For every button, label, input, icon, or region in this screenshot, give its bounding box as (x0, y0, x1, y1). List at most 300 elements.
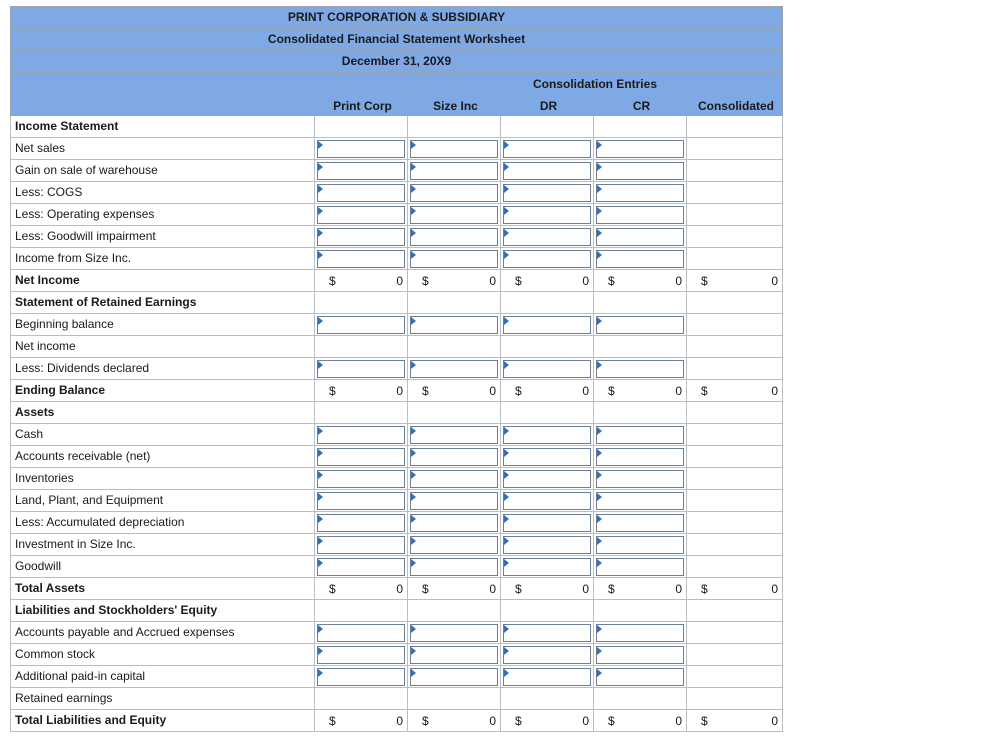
table-row (10, 226, 783, 248)
table-row (10, 138, 783, 160)
amount-input[interactable] (503, 426, 591, 444)
row-label: Less: Dividends declared (10, 358, 315, 380)
amount-input[interactable] (410, 536, 498, 554)
cell-size-inc (408, 512, 501, 534)
cell-print-corp (315, 336, 408, 358)
amount-input[interactable] (410, 184, 498, 202)
cell-size-inc (408, 292, 501, 314)
amount-input[interactable] (317, 184, 405, 202)
cell-print-corp (315, 446, 408, 468)
cell-cr (594, 226, 687, 248)
amount-input[interactable] (596, 228, 684, 246)
worksheet-title: Consolidated Financial Statement Worksheet (10, 28, 783, 50)
table-row (10, 424, 783, 446)
amount-input[interactable] (410, 206, 498, 224)
row-label: Ending Balance (10, 380, 315, 402)
amount-input[interactable] (503, 228, 591, 246)
amount-input[interactable] (317, 448, 405, 466)
cell-cr (594, 710, 687, 732)
total-value: 0 (582, 384, 589, 398)
cell-print-corp (315, 578, 408, 600)
table-row (10, 248, 783, 270)
cell-cr (594, 248, 687, 270)
amount-input[interactable] (503, 470, 591, 488)
cell-cr (594, 160, 687, 182)
total-value: 0 (396, 582, 403, 596)
cell-size-inc (408, 116, 501, 138)
table-row (10, 160, 783, 182)
cell-cr (594, 358, 687, 380)
cell-dr (501, 490, 594, 512)
cell-cr (594, 336, 687, 358)
cell-size-inc (408, 336, 501, 358)
cell-dr (501, 578, 594, 600)
row-label: Statement of Retained Earnings (10, 292, 315, 314)
cell-cr (594, 644, 687, 666)
amount-input[interactable] (596, 448, 684, 466)
amount-input[interactable] (317, 360, 405, 378)
cell-size-inc (408, 688, 501, 710)
cell-cr (594, 556, 687, 578)
amount-input[interactable] (503, 646, 591, 664)
amount-input[interactable] (596, 426, 684, 444)
amount-input[interactable] (503, 448, 591, 466)
amount-input[interactable] (596, 162, 684, 180)
total-value: 0 (771, 274, 778, 288)
total-value: 0 (771, 582, 778, 596)
table-row (10, 512, 783, 534)
cell-dr (501, 116, 594, 138)
row-label: Net Income (10, 270, 315, 292)
cell-size-inc (408, 600, 501, 622)
cell-consolidated (687, 578, 783, 600)
cell-cr (594, 292, 687, 314)
currency-symbol: $ (329, 274, 336, 288)
table-row (10, 710, 783, 732)
amount-input[interactable] (503, 360, 591, 378)
cell-consolidated (687, 226, 783, 248)
amount-input[interactable] (596, 624, 684, 642)
currency-symbol: $ (422, 274, 429, 288)
table-row (10, 402, 783, 424)
amount-input[interactable] (596, 492, 684, 510)
cell-consolidated (687, 204, 783, 226)
row-label: Inventories (10, 468, 315, 490)
table-row (10, 446, 783, 468)
cell-consolidated (687, 248, 783, 270)
row-label: Investment in Size Inc. (10, 534, 315, 556)
total-value: 0 (396, 384, 403, 398)
row-label: Total Assets (10, 578, 315, 600)
cell-size-inc (408, 160, 501, 182)
amount-input[interactable] (596, 536, 684, 554)
amount-input[interactable] (410, 426, 498, 444)
currency-symbol: $ (515, 582, 522, 596)
cell-dr (501, 314, 594, 336)
cell-dr (501, 622, 594, 644)
cell-print-corp (315, 424, 408, 446)
cell-dr (501, 182, 594, 204)
cell-size-inc (408, 556, 501, 578)
total-value: 0 (396, 714, 403, 728)
col-size-inc: Size Inc (433, 99, 478, 113)
amount-input[interactable] (596, 360, 684, 378)
cell-size-inc (408, 622, 501, 644)
cell-print-corp (315, 314, 408, 336)
amount-input[interactable] (317, 140, 405, 158)
cell-size-inc (408, 490, 501, 512)
table-row (10, 270, 783, 292)
table-row (10, 578, 783, 600)
amount-input[interactable] (596, 316, 684, 334)
cell-dr (501, 204, 594, 226)
currency-symbol: $ (701, 274, 708, 288)
total-value: 0 (675, 274, 682, 288)
cell-dr (501, 336, 594, 358)
cell-cr (594, 534, 687, 556)
total-value: 0 (771, 714, 778, 728)
amount-input[interactable] (317, 162, 405, 180)
cell-dr (501, 534, 594, 556)
total-value: 0 (489, 582, 496, 596)
cell-size-inc (408, 358, 501, 380)
row-label: Accounts receivable (net) (10, 446, 315, 468)
cell-size-inc (408, 534, 501, 556)
amount-input[interactable] (503, 206, 591, 224)
cell-print-corp (315, 644, 408, 666)
cell-cr (594, 600, 687, 622)
cell-print-corp (315, 182, 408, 204)
company-name: PRINT CORPORATION & SUBSIDIARY (10, 6, 783, 28)
amount-input[interactable] (503, 558, 591, 576)
currency-symbol: $ (515, 714, 522, 728)
row-label: Net income (10, 336, 315, 358)
cell-consolidated (687, 644, 783, 666)
currency-symbol: $ (329, 384, 336, 398)
cell-dr (501, 710, 594, 732)
row-label: Cash (10, 424, 315, 446)
amount-input[interactable] (317, 624, 405, 642)
row-label: Beginning balance (10, 314, 315, 336)
table-row (10, 336, 783, 358)
cell-size-inc (408, 226, 501, 248)
row-label: Goodwill (10, 556, 315, 578)
cell-size-inc (408, 402, 501, 424)
amount-input[interactable] (410, 228, 498, 246)
total-value: 0 (771, 384, 778, 398)
row-label: Gain on sale of warehouse (10, 160, 315, 182)
cell-cr (594, 270, 687, 292)
worksheet-date: December 31, 20X9 (10, 50, 783, 72)
row-label: Assets (10, 402, 315, 424)
cell-dr (501, 160, 594, 182)
amount-input[interactable] (410, 514, 498, 532)
total-value: 0 (489, 714, 496, 728)
cell-consolidated (687, 402, 783, 424)
amount-input[interactable] (317, 316, 405, 334)
amount-input[interactable] (410, 492, 498, 510)
cell-size-inc (408, 710, 501, 732)
amount-input[interactable] (503, 668, 591, 686)
amount-input[interactable] (410, 470, 498, 488)
cell-dr (501, 600, 594, 622)
row-label: Accounts payable and Accrued expenses (10, 622, 315, 644)
amount-input[interactable] (596, 470, 684, 488)
cell-cr (594, 204, 687, 226)
total-value: 0 (675, 714, 682, 728)
currency-symbol: $ (329, 714, 336, 728)
cell-size-inc (408, 578, 501, 600)
cell-dr (501, 248, 594, 270)
amount-input[interactable] (317, 536, 405, 554)
cell-cr (594, 512, 687, 534)
worksheet (10, 6, 783, 734)
cell-size-inc (408, 468, 501, 490)
cell-consolidated (687, 160, 783, 182)
amount-input[interactable] (410, 624, 498, 642)
amount-input[interactable] (317, 228, 405, 246)
cell-consolidated (687, 490, 783, 512)
currency-symbol: $ (701, 582, 708, 596)
row-label: Liabilities and Stockholders' Equity (10, 600, 315, 622)
amount-input[interactable] (503, 492, 591, 510)
cell-dr (501, 424, 594, 446)
cell-consolidated (687, 380, 783, 402)
amount-input[interactable] (317, 514, 405, 532)
amount-input[interactable] (317, 426, 405, 444)
cell-cr (594, 688, 687, 710)
row-label: Less: Goodwill impairment (10, 226, 315, 248)
cell-consolidated (687, 688, 783, 710)
table-row (10, 600, 783, 622)
amount-input[interactable] (503, 162, 591, 180)
cell-dr (501, 446, 594, 468)
total-value: 0 (582, 714, 589, 728)
cell-consolidated (687, 512, 783, 534)
currency-symbol: $ (422, 714, 429, 728)
cell-cr (594, 424, 687, 446)
row-label: Retained earnings (10, 688, 315, 710)
cell-consolidated (687, 710, 783, 732)
table-row (10, 204, 783, 226)
cell-print-corp (315, 138, 408, 160)
cell-size-inc (408, 182, 501, 204)
total-value: 0 (582, 274, 589, 288)
cell-consolidated (687, 182, 783, 204)
cell-print-corp (315, 358, 408, 380)
cell-print-corp (315, 556, 408, 578)
cell-consolidated (687, 622, 783, 644)
cell-cr (594, 490, 687, 512)
amount-input[interactable] (503, 514, 591, 532)
cell-cr (594, 446, 687, 468)
cell-cr (594, 182, 687, 204)
amount-input[interactable] (596, 140, 684, 158)
cell-print-corp (315, 270, 408, 292)
cell-consolidated (687, 358, 783, 380)
row-label: Income from Size Inc. (10, 248, 315, 270)
amount-input[interactable] (317, 470, 405, 488)
amount-input[interactable] (410, 448, 498, 466)
table-row (10, 490, 783, 512)
cell-print-corp (315, 292, 408, 314)
cell-size-inc (408, 666, 501, 688)
row-label: Less: Operating expenses (10, 204, 315, 226)
cell-size-inc (408, 204, 501, 226)
col-cr: CR (632, 99, 651, 113)
cell-dr (501, 292, 594, 314)
currency-symbol: $ (608, 274, 615, 288)
table-row (10, 358, 783, 380)
table-row (10, 688, 783, 710)
amount-input[interactable] (596, 514, 684, 532)
amount-input[interactable] (410, 316, 498, 334)
cell-dr (501, 666, 594, 688)
cell-consolidated (687, 138, 783, 160)
table-row (10, 314, 783, 336)
col-consolidated: Consolidated (697, 99, 774, 113)
amount-input[interactable] (410, 360, 498, 378)
cell-print-corp (315, 600, 408, 622)
table-row (10, 666, 783, 688)
worksheet-rows (10, 116, 783, 732)
col-dr: DR (539, 99, 558, 113)
currency-symbol: $ (422, 582, 429, 596)
amount-input[interactable] (410, 668, 498, 686)
currency-symbol: $ (701, 384, 708, 398)
cell-size-inc (408, 424, 501, 446)
cell-consolidated (687, 314, 783, 336)
table-row (10, 468, 783, 490)
cell-dr (501, 402, 594, 424)
table-row (10, 534, 783, 556)
cell-consolidated (687, 446, 783, 468)
table-row (10, 556, 783, 578)
amount-input[interactable] (410, 646, 498, 664)
amount-input[interactable] (410, 140, 498, 158)
amount-input[interactable] (317, 646, 405, 664)
row-label: Income Statement (10, 116, 315, 138)
cell-cr (594, 622, 687, 644)
cell-print-corp (315, 116, 408, 138)
cell-print-corp (315, 666, 408, 688)
cell-dr (501, 358, 594, 380)
table-row (10, 380, 783, 402)
cell-cr (594, 138, 687, 160)
currency-symbol: $ (422, 384, 429, 398)
cell-print-corp (315, 248, 408, 270)
currency-symbol: $ (515, 384, 522, 398)
currency-symbol: $ (515, 274, 522, 288)
cell-cr (594, 314, 687, 336)
currency-symbol: $ (329, 582, 336, 596)
amount-input[interactable] (317, 250, 405, 268)
cell-consolidated (687, 534, 783, 556)
cell-cr (594, 402, 687, 424)
total-value: 0 (489, 274, 496, 288)
cell-dr (501, 644, 594, 666)
cell-dr (501, 226, 594, 248)
row-label: Land, Plant, and Equipment (10, 490, 315, 512)
cell-size-inc (408, 446, 501, 468)
table-row (10, 622, 783, 644)
cell-print-corp (315, 710, 408, 732)
cell-print-corp (315, 160, 408, 182)
amount-input[interactable] (503, 250, 591, 268)
cell-dr (501, 512, 594, 534)
currency-symbol: $ (608, 714, 615, 728)
amount-input[interactable] (503, 184, 591, 202)
column-header (10, 72, 783, 116)
cell-size-inc (408, 380, 501, 402)
total-value: 0 (489, 384, 496, 398)
amount-input[interactable] (596, 250, 684, 268)
amount-input[interactable] (317, 558, 405, 576)
amount-input[interactable] (317, 668, 405, 686)
cell-cr (594, 666, 687, 688)
amount-input[interactable] (317, 492, 405, 510)
cell-cr (594, 380, 687, 402)
cell-cr (594, 578, 687, 600)
cell-dr (501, 556, 594, 578)
amount-input[interactable] (410, 558, 498, 576)
cell-consolidated (687, 600, 783, 622)
total-value: 0 (675, 384, 682, 398)
cell-size-inc (408, 270, 501, 292)
cell-size-inc (408, 138, 501, 160)
cell-consolidated (687, 424, 783, 446)
amount-input[interactable] (596, 646, 684, 664)
cell-dr (501, 380, 594, 402)
cell-dr (501, 138, 594, 160)
cell-dr (501, 688, 594, 710)
currency-symbol: $ (701, 714, 708, 728)
cell-cr (594, 116, 687, 138)
cell-cr (594, 468, 687, 490)
cell-consolidated (687, 116, 783, 138)
amount-input[interactable] (596, 558, 684, 576)
currency-symbol: $ (608, 582, 615, 596)
amount-input[interactable] (503, 316, 591, 334)
amount-input[interactable] (317, 206, 405, 224)
cell-print-corp (315, 512, 408, 534)
cell-print-corp (315, 622, 408, 644)
cell-print-corp (315, 534, 408, 556)
col-print-corp: Print Corp (333, 99, 392, 113)
amount-input[interactable] (503, 140, 591, 158)
amount-input[interactable] (410, 162, 498, 180)
row-label: Total Liabilities and Equity (10, 710, 315, 732)
row-label: Less: COGS (10, 182, 315, 204)
cell-size-inc (408, 314, 501, 336)
row-label: Less: Accumulated depreciation (10, 512, 315, 534)
amount-input[interactable] (503, 624, 591, 642)
amount-input[interactable] (410, 250, 498, 268)
amount-input[interactable] (596, 668, 684, 686)
cell-print-corp (315, 688, 408, 710)
row-label: Common stock (10, 644, 315, 666)
cell-print-corp (315, 490, 408, 512)
amount-input[interactable] (596, 184, 684, 202)
cell-consolidated (687, 292, 783, 314)
amount-input[interactable] (503, 536, 591, 554)
amount-input[interactable] (596, 206, 684, 224)
cell-print-corp (315, 226, 408, 248)
table-row (10, 116, 783, 138)
col-consolidation-entries: Consolidation Entries (532, 77, 657, 91)
cell-print-corp (315, 468, 408, 490)
cell-consolidated (687, 666, 783, 688)
